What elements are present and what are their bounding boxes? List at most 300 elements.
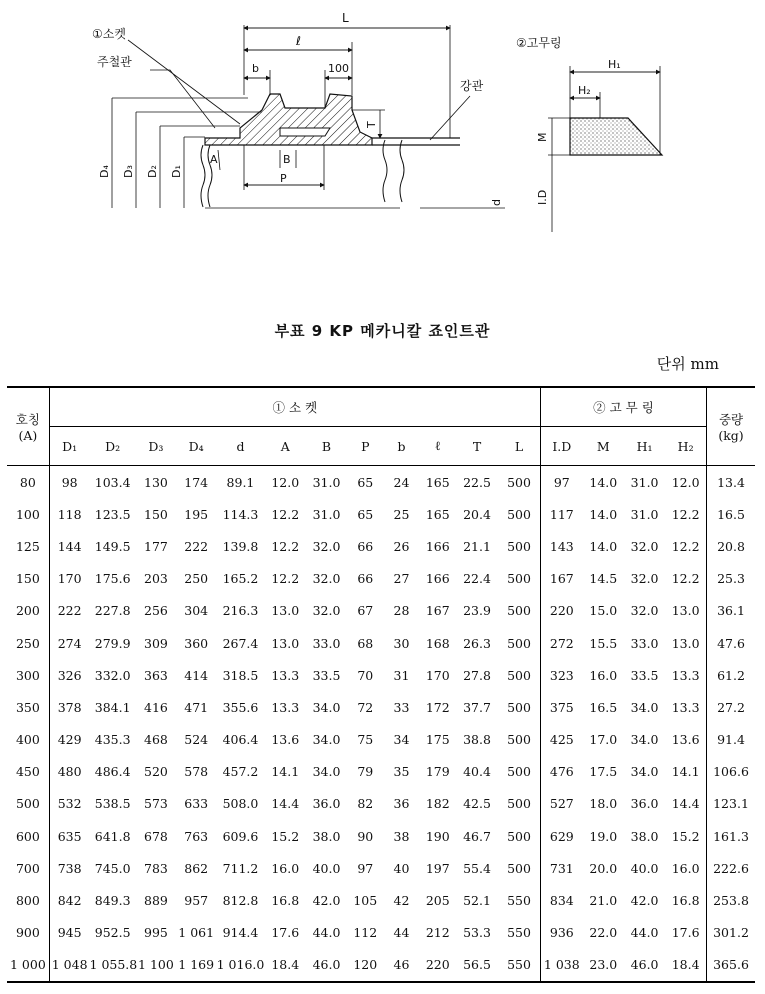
table-cell: 16.0 (271, 860, 300, 876)
table-cell: 53.3 (463, 925, 491, 941)
table-cell: 38.0 (312, 828, 341, 844)
table-cell: 97 (357, 860, 374, 876)
table-cell: 573 (144, 796, 168, 812)
table-cell: 174 (184, 474, 209, 490)
table-cell: 384.1 (94, 699, 131, 715)
table-cell: 326 (57, 667, 82, 683)
table-cell: 42.5 (463, 796, 491, 812)
table-cell: 609.6 (222, 828, 259, 844)
table-cell: 14.0 (589, 506, 618, 522)
table-cell: 17.6 (665, 917, 706, 949)
table-cell: 143 (549, 538, 574, 554)
table-cell: 118 (57, 506, 82, 522)
joint-diagram (0, 0, 765, 250)
table-cell: 633 (184, 796, 209, 812)
table-cell: 745.0 (94, 860, 131, 876)
table-cell: 27 (393, 571, 410, 587)
table-cell: 500 (498, 820, 540, 852)
table-cell: 13.0 (665, 627, 706, 659)
steel-pipe-label: 강관 (460, 79, 484, 93)
table-cell: 31 (393, 667, 410, 683)
table-cell: 14.0 (589, 474, 618, 490)
table-cell: 17.6 (271, 925, 300, 941)
table-cell: 34.0 (312, 699, 341, 715)
dim-d3: D₃ (122, 165, 135, 178)
table-row (7, 498, 755, 530)
table-cell: 66 (357, 571, 374, 587)
table-cell: 42.0 (630, 893, 659, 909)
table-cell: 500 (498, 788, 540, 820)
table-cell: 34.0 (630, 699, 659, 715)
table-row (7, 756, 755, 788)
column-header: d (216, 427, 264, 466)
table-cell: 550 (498, 949, 540, 982)
table-cell: 32.0 (630, 603, 659, 619)
table-cell: 457.2 (222, 764, 259, 780)
table-cell: 13.0 (665, 595, 706, 627)
dim-d: d (490, 199, 503, 206)
table-cell: 332.0 (94, 667, 131, 683)
table-cell: 425 (549, 732, 574, 748)
table-row (7, 788, 755, 820)
table-cell: 33.0 (630, 635, 659, 651)
table-cell: 834 (549, 893, 574, 909)
table-cell: 47.6 (717, 635, 745, 651)
dim-l: ℓ (296, 34, 301, 48)
table-cell: 22.4 (463, 571, 491, 587)
gasket-group-header: ② 고 무 링 (540, 387, 706, 427)
table-cell: 323 (549, 667, 574, 683)
table-cell: 197 (425, 860, 450, 876)
table-cell: 222 (184, 538, 209, 554)
table-cell: 355.6 (222, 699, 259, 715)
table-cell: 34 (393, 732, 410, 748)
table-cell: 91.4 (717, 732, 745, 748)
table-cell: 1 169 (176, 949, 216, 982)
table-cell: 144 (57, 538, 82, 554)
gasket-section (570, 118, 662, 155)
nominal-header-line1: 호칭 (15, 412, 40, 427)
table-cell: 13.3 (271, 667, 300, 683)
table-cell: 21.0 (589, 893, 618, 909)
table-cell: 486.4 (94, 764, 131, 780)
table-cell: 165.2 (222, 571, 259, 587)
table-cell: 65 (357, 506, 374, 522)
table-cell: 1 100 (136, 949, 176, 982)
table-cell: 61.2 (717, 667, 745, 683)
table-cell: 889 (144, 893, 168, 909)
table-cell: 731 (549, 860, 574, 876)
table-cell: 200 (7, 595, 49, 627)
table-cell: 79 (357, 764, 374, 780)
table-cell: 37.7 (463, 699, 491, 715)
table-cell: 123.5 (94, 506, 131, 522)
column-header: A (265, 427, 306, 466)
table-cell: 220 (420, 949, 456, 982)
table-cell: 13.3 (665, 691, 706, 723)
table-cell: 100 (7, 498, 49, 530)
table-cell: 635 (57, 828, 82, 844)
table-cell: 24 (393, 474, 410, 490)
nominal-header (7, 387, 49, 466)
table-cell: 23.9 (463, 603, 491, 619)
table-cell: 117 (549, 506, 574, 522)
table-cell: 471 (184, 699, 209, 715)
table-cell: 52.1 (463, 893, 491, 909)
table-cell: 900 (7, 917, 49, 949)
table-cell: 14.0 (589, 538, 618, 554)
table-cell: 216.3 (222, 603, 259, 619)
column-header: P (347, 427, 383, 466)
table-cell: 16.0 (589, 667, 618, 683)
dim-100: 100 (328, 62, 349, 75)
table-cell: 500 (498, 756, 540, 788)
table-cell: 40.0 (630, 860, 659, 876)
table-cell: 995 (144, 925, 168, 941)
table-cell: 33.5 (312, 667, 341, 683)
table-cell: 175 (425, 732, 450, 748)
table-cell: 12.0 (271, 474, 300, 490)
table-cell: 32.0 (312, 603, 341, 619)
table-cell: 170 (425, 667, 450, 683)
table-cell: 33.5 (630, 667, 659, 683)
table-cell: 274 (57, 635, 82, 651)
table-cell: 13.6 (271, 732, 300, 748)
table-cell: 21.1 (463, 538, 491, 554)
table-cell: 33 (393, 699, 410, 715)
table-cell: 40.0 (312, 860, 341, 876)
table-cell: 763 (184, 828, 209, 844)
spec-table-body (7, 466, 755, 983)
table-cell: 350 (7, 691, 49, 723)
table-cell: 500 (498, 563, 540, 595)
table-cell: 1 038 (540, 949, 582, 982)
table-cell: 414 (184, 667, 209, 683)
table-cell: 46 (383, 949, 419, 982)
table-cell: 13.0 (271, 603, 300, 619)
table-cell: 538.5 (94, 796, 131, 812)
table-cell: 130 (144, 474, 168, 490)
table-cell: 13.4 (717, 474, 745, 490)
column-header: D₃ (136, 427, 176, 466)
table-cell: 227.8 (94, 603, 131, 619)
table-cell: 500 (498, 498, 540, 530)
table-cell: 55.4 (463, 860, 491, 876)
table-cell: 318.5 (222, 667, 259, 683)
table-cell: 32.0 (630, 538, 659, 554)
table-cell: 97 (553, 474, 570, 490)
dim-d4: D₄ (98, 165, 111, 178)
table-cell: 46.7 (463, 828, 491, 844)
table-cell: 165 (425, 474, 450, 490)
table-cell: 90 (357, 828, 374, 844)
table-cell: 400 (7, 724, 49, 756)
table-cell: 125 (7, 530, 49, 562)
spec-table (7, 386, 755, 983)
table-cell: 20.0 (589, 860, 618, 876)
table-cell: 1 055.8 (90, 949, 136, 982)
table-cell: 16.8 (271, 893, 300, 909)
table-cell: 812.8 (222, 893, 259, 909)
unit-label: 단위 mm (656, 355, 719, 373)
table-row (7, 466, 755, 499)
table-cell: 365.6 (707, 949, 755, 982)
table-cell: 476 (549, 764, 574, 780)
table-cell: 945 (57, 925, 82, 941)
table-cell: 34.0 (312, 732, 341, 748)
table-cell: 18.0 (589, 796, 618, 812)
table-cell: 28 (393, 603, 410, 619)
table-cell: 38.0 (630, 828, 659, 844)
table-cell: 42.0 (312, 893, 341, 909)
table-cell: 161.3 (713, 828, 749, 844)
table-cell: 524 (184, 732, 209, 748)
table-cell: 182 (425, 796, 450, 812)
table-cell: 212 (425, 925, 450, 941)
column-header: D₁ (49, 427, 89, 466)
table-cell: 68 (357, 635, 374, 651)
table-cell: 175.6 (94, 571, 131, 587)
table-cell: 16.0 (665, 852, 706, 884)
table-cell: 12.2 (271, 538, 300, 554)
table-cell: 952.5 (94, 925, 131, 941)
table-cell: 14.5 (589, 571, 618, 587)
table-cell: 842 (57, 893, 82, 909)
weight-header (707, 387, 755, 466)
table-cell: 205 (425, 893, 450, 909)
table-cell: 520 (144, 764, 168, 780)
table-cell: 360 (184, 635, 209, 651)
table-cell: 500 (498, 659, 540, 691)
dim-d2: D₂ (146, 165, 159, 178)
table-cell: 14.4 (665, 788, 706, 820)
table-cell: 600 (7, 820, 49, 852)
table-cell: 678 (144, 828, 168, 844)
table-row (7, 659, 755, 691)
table-cell: 112 (353, 925, 378, 941)
table-row (7, 820, 755, 852)
table-cell: 711.2 (222, 860, 259, 876)
table-cell: 25 (393, 506, 410, 522)
table-row (7, 627, 755, 659)
table-cell: 849.3 (94, 893, 131, 909)
table-cell: 500 (498, 852, 540, 884)
table-cell: 27.2 (717, 699, 745, 715)
table-cell: 16.5 (589, 699, 618, 715)
table-cell: 167 (425, 603, 450, 619)
table-cell: 38.8 (463, 732, 491, 748)
table-cell: 532 (57, 796, 82, 812)
table-cell: 31.0 (630, 474, 659, 490)
table-cell: 72 (357, 699, 374, 715)
column-header: ℓ (420, 427, 456, 466)
table-cell: 363 (144, 667, 168, 683)
table-cell: 222.6 (713, 860, 749, 876)
column-header-row (7, 427, 755, 466)
table-cell: 14.1 (665, 756, 706, 788)
table-cell: 500 (498, 627, 540, 659)
table-cell: 150 (7, 563, 49, 595)
table-cell: 32.0 (630, 571, 659, 587)
table-cell: 44.0 (312, 925, 341, 941)
table-cell: 250 (7, 627, 49, 659)
table-cell: 16.8 (665, 884, 706, 916)
table-cell: 416 (144, 699, 168, 715)
table-cell: 375 (549, 699, 574, 715)
table-cell: 500 (498, 724, 540, 756)
table-cell: 550 (498, 917, 540, 949)
table-cell: 66 (357, 538, 374, 554)
table-cell: 80 (7, 466, 49, 499)
table-cell: 166 (425, 538, 450, 554)
table-cell: 18.4 (265, 949, 306, 982)
table-cell: 1 000 (7, 949, 49, 982)
table-cell: 272 (549, 635, 574, 651)
table-cell: 35 (393, 764, 410, 780)
column-header: H₂ (665, 427, 706, 466)
table-cell: 67 (357, 603, 374, 619)
table-cell: 629 (549, 828, 574, 844)
table-cell: 19.0 (589, 828, 618, 844)
table-cell: 862 (184, 860, 209, 876)
table-cell: 15.2 (665, 820, 706, 852)
table-row (7, 884, 755, 916)
table-cell: 23.0 (583, 949, 624, 982)
table-cell: 508.0 (222, 796, 259, 812)
column-header: D₂ (90, 427, 136, 466)
table-cell: 65 (357, 474, 374, 490)
table-cell: 179 (425, 764, 450, 780)
table-cell: 301.2 (713, 925, 749, 941)
table-cell: 738 (57, 860, 82, 876)
table-cell: 36 (393, 796, 410, 812)
dim-P: P (280, 172, 287, 185)
table-cell: 429 (57, 732, 82, 748)
table-cell: 256 (144, 603, 168, 619)
nominal-header-line2: (A) (18, 428, 38, 443)
table-cell: 309 (144, 635, 168, 651)
table-cell: 168 (425, 635, 450, 651)
table-cell: 22.0 (589, 925, 618, 941)
dim-M: M (536, 132, 549, 142)
table-cell: 12.0 (665, 466, 706, 499)
table-cell: 25.3 (717, 571, 745, 587)
table-cell: 12.2 (665, 498, 706, 530)
table-cell: 123.1 (713, 796, 749, 812)
table-cell: 31.0 (630, 506, 659, 522)
table-cell: 106.6 (713, 764, 749, 780)
table-row (7, 949, 755, 982)
table-cell: 15.2 (271, 828, 300, 844)
table-cell: 167 (549, 571, 574, 587)
table-row (7, 595, 755, 627)
table-cell: 46.0 (624, 949, 665, 982)
table-cell: 75 (357, 732, 374, 748)
table-cell: 38 (393, 828, 410, 844)
table-cell: 31.0 (312, 506, 341, 522)
table-cell: 220 (549, 603, 574, 619)
column-header: T (456, 427, 498, 466)
dim-H2: H₂ (578, 84, 591, 97)
table-cell: 15.0 (589, 603, 618, 619)
table-cell: 177 (144, 538, 168, 554)
table-cell: 56.5 (456, 949, 498, 982)
table-cell: 70 (357, 667, 374, 683)
table-cell: 18.4 (665, 949, 706, 982)
table-cell: 33.0 (312, 635, 341, 651)
table-row (7, 852, 755, 884)
table-cell: 1 061 (178, 925, 215, 941)
table-cell: 34.0 (312, 764, 341, 780)
table-cell: 26 (393, 538, 410, 554)
column-header: B (306, 427, 347, 466)
table-cell: 114.3 (222, 506, 259, 522)
table-cell: 150 (144, 506, 168, 522)
socket-group-header: ① 소 켓 (49, 387, 540, 427)
table-cell: 22.5 (463, 474, 491, 490)
table-cell: 222 (57, 603, 82, 619)
table-cell: 468 (144, 732, 168, 748)
table-cell: 480 (57, 764, 82, 780)
table-cell: 17.5 (589, 764, 618, 780)
table-cell: 30 (393, 635, 410, 651)
table-cell: 103.4 (94, 474, 131, 490)
table-cell: 783 (144, 860, 168, 876)
table-cell: 578 (184, 764, 209, 780)
table-cell: 914.4 (222, 925, 259, 941)
dim-H1: H₁ (608, 58, 621, 71)
table-cell: 26.3 (463, 635, 491, 651)
column-header: L (498, 427, 540, 466)
table-cell: 44 (393, 925, 410, 941)
table-cell: 14.4 (271, 796, 300, 812)
table-cell: 40 (393, 860, 410, 876)
table-cell: 500 (7, 788, 49, 820)
table-cell: 500 (498, 530, 540, 562)
table-cell: 195 (184, 506, 209, 522)
weight-header-line1: 중량 (718, 412, 744, 427)
table-cell: 34.0 (630, 732, 659, 748)
table-cell: 800 (7, 884, 49, 916)
table-cell: 165 (425, 506, 450, 522)
dim-L: L (342, 11, 349, 25)
table-cell: 139.8 (222, 538, 259, 554)
dim-B: B (283, 153, 291, 166)
table-cell: 32.0 (312, 538, 341, 554)
table-cell: 300 (7, 659, 49, 691)
table-cell: 500 (498, 466, 540, 499)
page-title: 부표 9 KP 메카니칼 죠인트관 (274, 322, 491, 340)
table-cell: 36.0 (312, 796, 341, 812)
table-cell: 20.4 (463, 506, 491, 522)
table-row (7, 691, 755, 723)
table-cell: 105 (353, 893, 378, 909)
table-cell: 82 (357, 796, 374, 812)
table-cell: 378 (57, 699, 82, 715)
table-cell: 250 (184, 571, 209, 587)
table-cell: 42 (393, 893, 410, 909)
socket-label: ①소켓 (92, 27, 126, 41)
table-cell: 700 (7, 852, 49, 884)
table-cell: 12.2 (271, 506, 300, 522)
table-cell: 34.0 (630, 764, 659, 780)
table-row (7, 724, 755, 756)
table-cell: 12.2 (271, 571, 300, 587)
table-cell: 120 (347, 949, 383, 982)
socket-body (205, 94, 372, 145)
table-cell: 279.9 (94, 635, 131, 651)
dim-d1: D₁ (170, 165, 183, 178)
